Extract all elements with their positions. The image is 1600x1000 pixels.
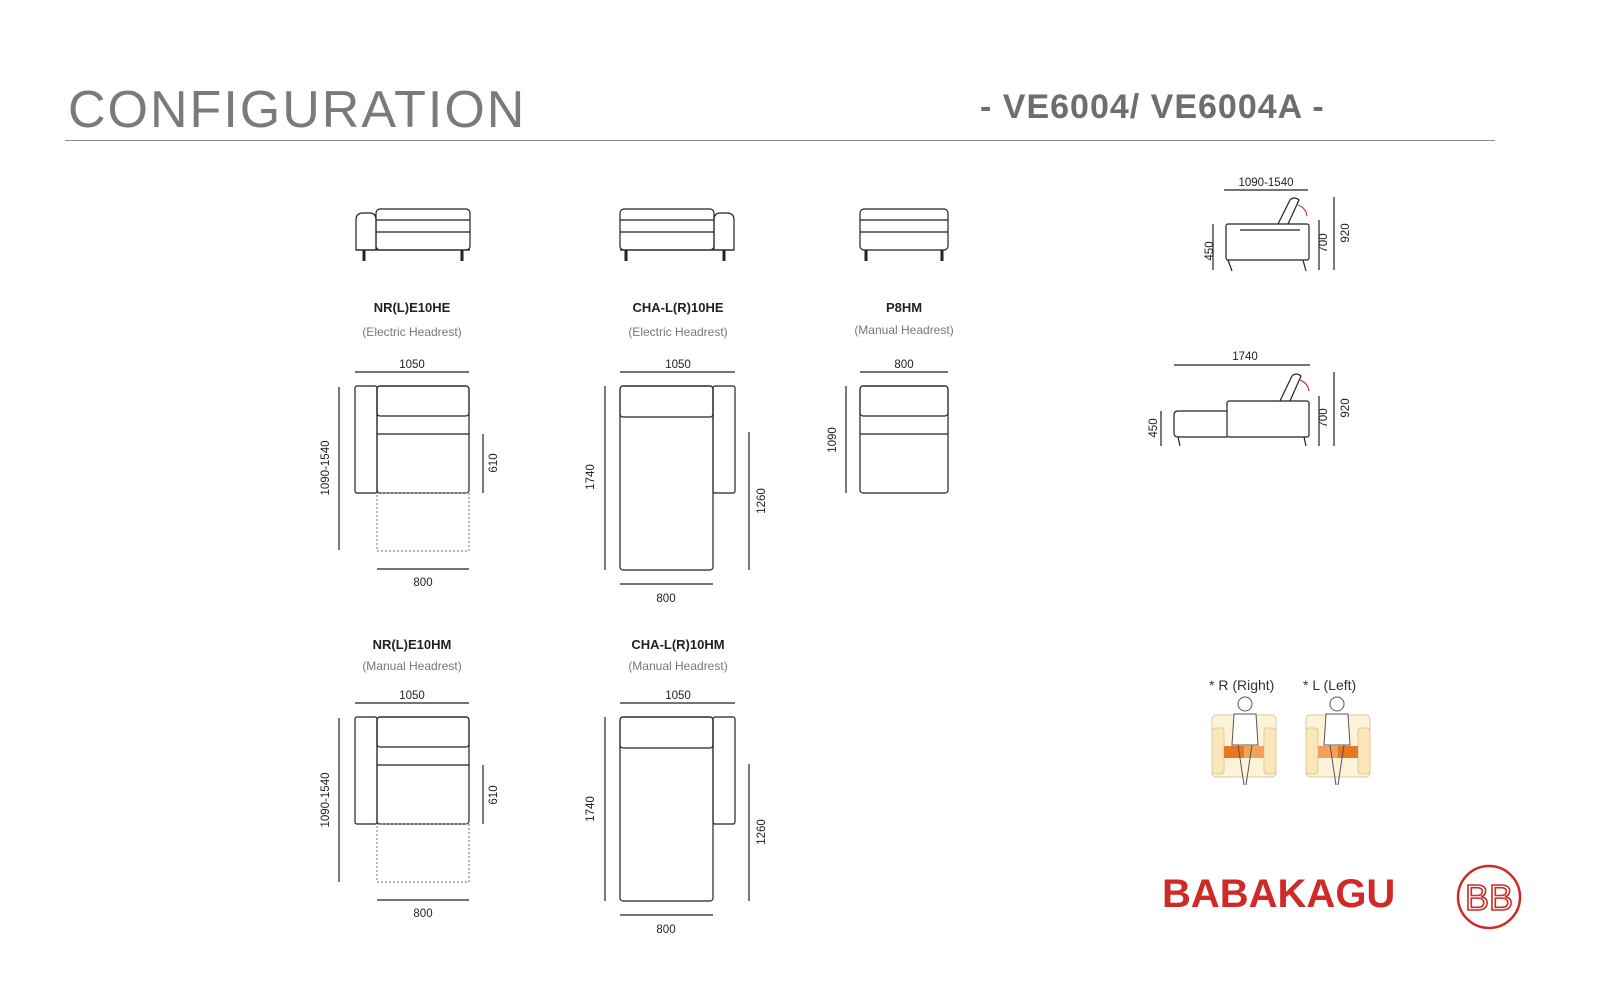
dim-cha-e-bottom: 800 xyxy=(656,593,676,605)
model-number: - VE6004/ VE6004A - xyxy=(980,88,1325,126)
dim-side-back-height: 700 xyxy=(1318,233,1330,253)
dim-cha-m-width: 1050 xyxy=(665,690,691,702)
side-view-chaise xyxy=(1161,365,1334,446)
brand-name: BABAKAGU xyxy=(1162,872,1396,916)
front-view-nr-e xyxy=(356,209,470,261)
left-orientation-figure xyxy=(1306,697,1370,785)
dim-cha-e-width: 1050 xyxy=(665,359,691,371)
plan-cha-m xyxy=(605,703,749,915)
plan-nr-m xyxy=(339,703,483,900)
dim-nr-e-depth: 1090-1540 xyxy=(320,440,332,496)
dim-chaise-depth: 1740 xyxy=(1232,351,1258,363)
dim-chaise-seat-height: 450 xyxy=(1148,418,1160,438)
dim-p8hm-depth: 1090 xyxy=(827,427,839,453)
dim-cha-e-depth: 1740 xyxy=(585,464,597,490)
sublabel-nr-e: (Electric Headrest) xyxy=(362,325,462,339)
dim-nr-e-seat: 610 xyxy=(488,453,500,473)
dim-nr-m-depth: 1090-1540 xyxy=(320,772,332,828)
sublabel-cha-m: (Manual Headrest) xyxy=(628,659,728,673)
page-title: CONFIGURATION xyxy=(68,81,527,139)
dim-side-seat-height: 450 xyxy=(1204,241,1216,261)
dim-chaise-total-height: 920 xyxy=(1340,398,1352,418)
label-cha-m: CHA-L(R)10HM xyxy=(631,637,725,652)
plan-nr-e xyxy=(339,372,483,569)
dim-cha-m-bottom: 800 xyxy=(656,924,676,936)
plan-cha-e xyxy=(605,372,749,584)
dim-cha-e-seat: 1260 xyxy=(756,488,768,514)
dim-side-total-height: 920 xyxy=(1340,223,1352,243)
label-left: * L (Left) xyxy=(1303,677,1357,693)
dim-cha-m-seat: 1260 xyxy=(756,819,768,845)
front-view-cha-e xyxy=(620,209,734,261)
dim-nr-m-bottom: 800 xyxy=(413,908,433,920)
right-orientation-figure xyxy=(1212,697,1276,785)
sublabel-p8hm: (Manual Headrest) xyxy=(854,323,954,337)
dim-side-depth: 1090-1540 xyxy=(1238,177,1294,189)
dim-nr-e-bottom: 800 xyxy=(413,577,433,589)
side-view-standard xyxy=(1213,190,1334,271)
dim-nr-m-width: 1050 xyxy=(399,690,425,702)
front-view-p8hm xyxy=(860,209,948,261)
dim-chaise-back-height: 700 xyxy=(1318,408,1330,428)
plan-p8hm xyxy=(846,372,948,493)
dim-p8hm-width: 800 xyxy=(894,359,914,371)
brand-logo xyxy=(1458,866,1520,928)
dim-nr-e-width: 1050 xyxy=(399,359,425,371)
label-cha-e: CHA-L(R)10HE xyxy=(632,300,724,315)
logo-monogram: BB xyxy=(1464,877,1514,918)
sublabel-cha-e: (Electric Headrest) xyxy=(628,325,728,339)
label-p8hm: P8HM xyxy=(885,300,923,315)
label-nr-m: NR(L)E10HM xyxy=(372,637,452,652)
label-nr-e: NR(L)E10HE xyxy=(373,300,451,315)
dim-cha-m-depth: 1740 xyxy=(585,796,597,822)
label-right: * R (Right) xyxy=(1209,677,1275,693)
sublabel-nr-m: (Manual Headrest) xyxy=(362,659,462,673)
dim-nr-m-seat: 610 xyxy=(488,785,500,805)
